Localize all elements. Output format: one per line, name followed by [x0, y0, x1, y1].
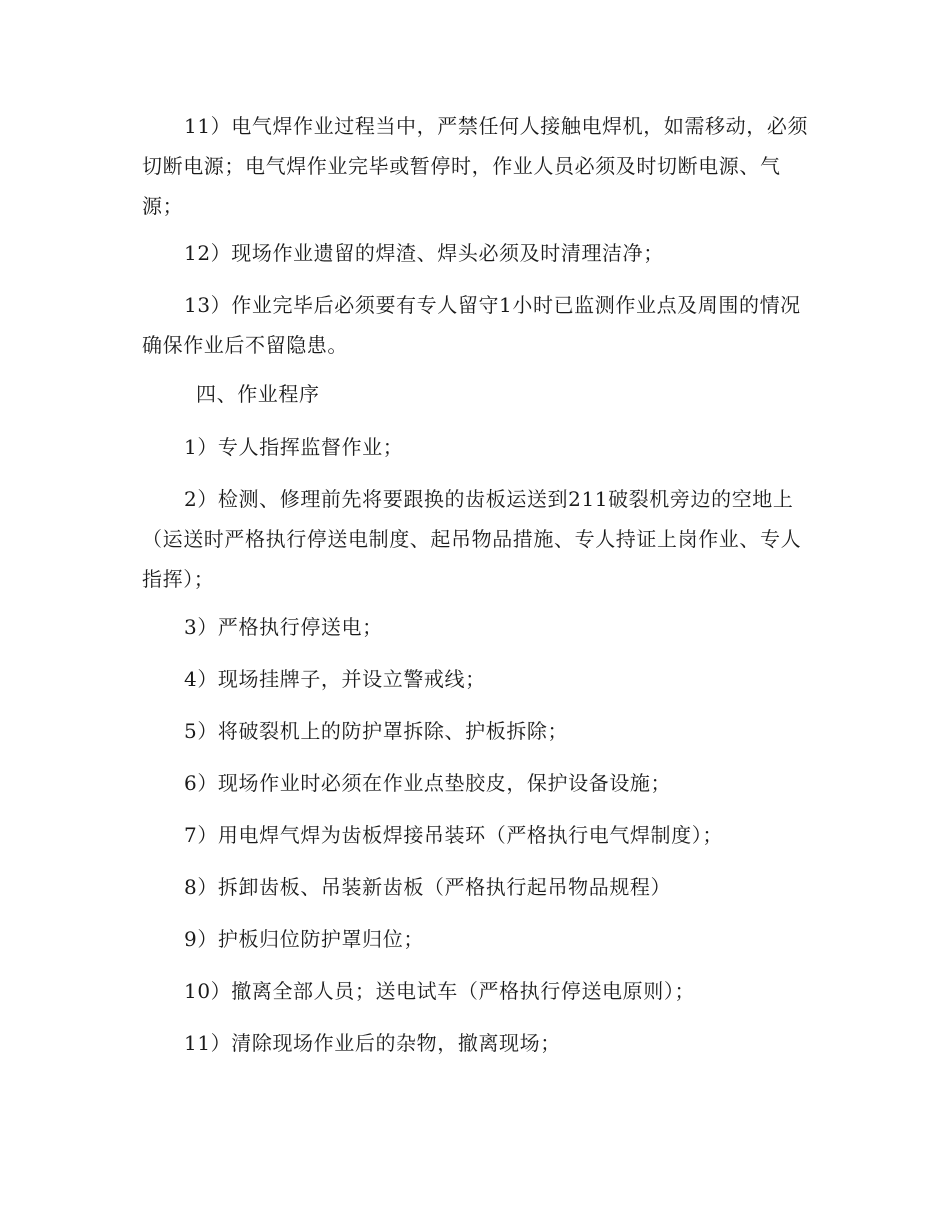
procedure-step-10: 10）撤离全部人员；送电试车（严格执行停送电原则）； [184, 979, 696, 1003]
paragraph-item-11-welding-safety: 11）电气焊作业过程当中，严禁任何人接触电焊机，如需移动，必须切断电源；电气焊作业完毕或暂停时，作业人员必须及时切断电源、气源； [142, 114, 809, 218]
procedure-step-11: 11）清除现场作业后的杂物，撤离现场； [184, 1031, 561, 1055]
procedure-step-2: 2）检测、修理前先将要跟换的齿板运送到211破裂机旁边的空地上（运送时严格执行停送电制度、起吊物品措施、专人持证上岗作业、专人指挥）； [142, 487, 802, 591]
paragraph-item-12-cleanup: 12）现场作业遗留的焊渣、焊头必须及时清理洁净； [184, 241, 664, 265]
procedure-step-6: 6）现场作业时必须在作业点垫胶皮，保护设备设施； [184, 771, 672, 795]
procedure-step-7: 7）用电焊气焊为齿板焊接吊装环（严格执行电气焊制度）； [184, 823, 723, 847]
procedure-step-4: 4）现场挂牌子，并设立警戒线； [184, 667, 486, 691]
paragraph-item-13-watch: 13）作业完毕后必须要有专人留守1小时已监测作业点及周围的情况确保作业后不留隐患。 [142, 293, 801, 357]
procedure-step-8: 8）拆卸齿板、吊装新齿板（严格执行起吊物品规程） [184, 875, 672, 899]
procedure-step-9: 9）护板归位防护罩归位； [184, 927, 424, 951]
section-heading: 四、作业程序 [196, 382, 320, 406]
procedure-step-1: 1）专人指挥监督作业； [184, 435, 404, 459]
procedure-step-5: 5）将破裂机上的防护罩拆除、护板拆除； [184, 719, 569, 743]
procedure-step-3: 3）严格执行停送电； [184, 615, 383, 639]
